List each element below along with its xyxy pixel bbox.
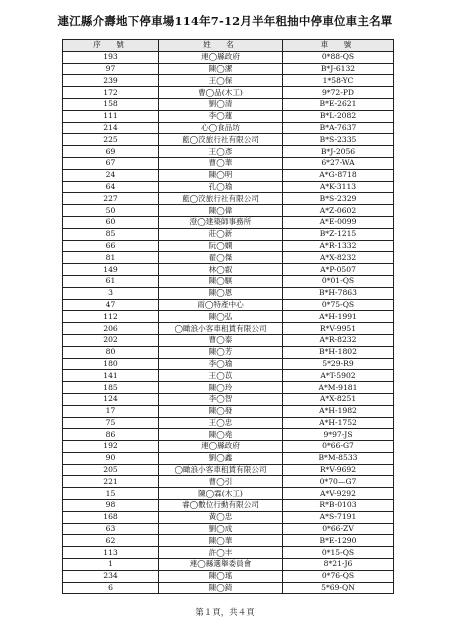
table-row (63, 275, 394, 287)
table-row (63, 228, 394, 240)
cell-name: 李◯瑜 (159, 358, 283, 370)
table-row (63, 240, 394, 252)
table-row (63, 252, 394, 264)
cell-number: 124 (63, 393, 159, 405)
cell-number: 112 (63, 311, 159, 323)
cell-name: 陳◯瑤 (159, 570, 283, 582)
cell-number: 239 (63, 75, 159, 87)
cell-plate: 5*69-QN (283, 582, 394, 594)
table-row (63, 157, 394, 169)
cell-plate: B*Z-1215 (283, 228, 394, 240)
cell-plate: 9*72-PD (283, 87, 394, 99)
table-row (63, 523, 394, 535)
cell-plate: R*B-0103 (283, 500, 394, 512)
table-row (63, 110, 394, 122)
table-row (63, 476, 394, 488)
cell-plate: R*V-9951 (283, 323, 394, 335)
cell-name: 連◯縣政府 (159, 51, 283, 63)
cell-number: 64 (63, 181, 159, 193)
cell-name: 陳◯偉 (159, 205, 283, 217)
cell-plate: 9*97-JS (283, 429, 394, 441)
cell-number: 24 (63, 169, 159, 181)
cell-name: 翟◯傑 (159, 252, 283, 264)
table-row (63, 51, 394, 63)
cell-plate: A*K-3113 (283, 181, 394, 193)
cell-name: 陳◯發 (159, 405, 283, 417)
cell-plate: A*P-0507 (283, 264, 394, 276)
cell-number: 66 (63, 240, 159, 252)
cell-plate: A*T-5902 (283, 370, 394, 382)
cell-number: 50 (63, 205, 159, 217)
cell-name: 黃◯忠 (159, 511, 283, 523)
cell-number: 193 (63, 51, 159, 63)
table-row (63, 334, 394, 346)
table-row (63, 464, 394, 476)
table-row (63, 452, 394, 464)
table-row (63, 323, 394, 335)
cell-name: 李◯蓮 (159, 110, 283, 122)
table-row (63, 441, 394, 453)
table-row (63, 559, 394, 571)
table-row (63, 169, 394, 181)
cell-number: 221 (63, 476, 159, 488)
cell-plate: B*S-2329 (283, 193, 394, 205)
cell-number: 185 (63, 382, 159, 394)
cell-plate: 1*58-YC (283, 75, 394, 87)
cell-plate: B*A-7637 (283, 122, 394, 134)
cell-name: 陳◯恩 (159, 287, 283, 299)
cell-name: 陳◯芳 (159, 346, 283, 358)
cell-name: 陳◯堯 (159, 429, 283, 441)
cell-name: 藍◯洨旅行社有限公司 (159, 134, 283, 146)
cell-plate: 0*66-G7 (283, 441, 394, 453)
table-row (63, 511, 394, 523)
column-header-number: 序 號 (63, 40, 159, 52)
cell-number: 6 (63, 582, 159, 594)
cell-number: 67 (63, 157, 159, 169)
cell-plate: 0*76-QS (283, 570, 394, 582)
table-row (63, 299, 394, 311)
cell-name: 陳◯弘 (159, 311, 283, 323)
cell-number: 192 (63, 441, 159, 453)
cell-number: 47 (63, 299, 159, 311)
cell-name: 陳◯明 (159, 169, 283, 181)
cell-number: 206 (63, 323, 159, 335)
cell-name: 連◯縣政府 (159, 441, 283, 453)
cell-number: 172 (63, 87, 159, 99)
cell-plate: B*M-8533 (283, 452, 394, 464)
table-row (63, 582, 394, 594)
table-row (63, 193, 394, 205)
table-row (63, 98, 394, 110)
cell-name: 睿◯數位行動有限公司 (159, 500, 283, 512)
page-title: 連江縣介壽地下停車場114年7-12月半年租抽中停車位車主名單 (57, 14, 393, 28)
cell-name: 劉◯成 (159, 523, 283, 535)
table-row (63, 216, 394, 228)
cell-name: 王◯苡 (159, 370, 283, 382)
cell-number: 80 (63, 346, 159, 358)
cell-number: 17 (63, 405, 159, 417)
cell-plate: A*H-1982 (283, 405, 394, 417)
cell-number: 63 (63, 523, 159, 535)
cell-number: 15 (63, 488, 159, 500)
cell-name: 曹◯引 (159, 476, 283, 488)
cell-plate: B*H-7863 (283, 287, 394, 299)
table-row (63, 417, 394, 429)
cell-plate: A*E-0099 (283, 216, 394, 228)
cell-plate: A*G-8718 (283, 169, 394, 181)
cell-name: 連◯縣選舉委員會 (159, 559, 283, 571)
cell-number: 86 (63, 429, 159, 441)
cell-plate: 6*27-WA (283, 157, 394, 169)
table-row (63, 358, 394, 370)
cell-number: 1 (63, 559, 159, 571)
cell-number: 81 (63, 252, 159, 264)
cell-name: 澄◯建築師事務所 (159, 216, 283, 228)
cell-plate: B*J-2056 (283, 146, 394, 158)
cell-plate: A*X-8232 (283, 252, 394, 264)
table-row (63, 311, 394, 323)
cell-number: 205 (63, 464, 159, 476)
cell-name: 曹◯華 (159, 157, 283, 169)
cell-number: 225 (63, 134, 159, 146)
cell-number: 149 (63, 264, 159, 276)
cell-plate: B*S-2335 (283, 134, 394, 146)
cell-number: 97 (63, 63, 159, 75)
cell-name: 阮◯嫻 (159, 240, 283, 252)
cell-name: 陳◯潔 (159, 63, 283, 75)
cell-number: 61 (63, 275, 159, 287)
table-row (63, 570, 394, 582)
table-row (63, 87, 394, 99)
cell-plate: 8*21-J6 (283, 559, 394, 571)
cell-name: ◯瞰浪小客車租賃有限公司 (159, 464, 283, 476)
table-row (63, 382, 394, 394)
cell-plate: A*X-8251 (283, 393, 394, 405)
table-row (63, 205, 394, 217)
cell-name: 陳◯華 (159, 535, 283, 547)
cell-name: 心◯食品坊 (159, 122, 283, 134)
cell-plate: B*E-1290 (283, 535, 394, 547)
cell-number: 98 (63, 500, 159, 512)
cell-name: 王◯保 (159, 75, 283, 87)
cell-number: 234 (63, 570, 159, 582)
table-row (63, 547, 394, 559)
cell-name: 曹◯品(木工) (159, 87, 283, 99)
cell-plate: A*R-8232 (283, 334, 394, 346)
table-row (63, 63, 394, 75)
cell-name: 孔◯瑜 (159, 181, 283, 193)
page-footer: 第１頁，共４頁 (195, 608, 255, 618)
cell-number: 158 (63, 98, 159, 110)
cell-number: 214 (63, 122, 159, 134)
table-row (63, 146, 394, 158)
cell-name: 劉◯鑫 (159, 452, 283, 464)
cell-name: 藍◯洨旅行社有限公司 (159, 193, 283, 205)
cell-name: 劉◯清 (159, 98, 283, 110)
cell-plate: 0*66-ZV (283, 523, 394, 535)
cell-plate: A*R-1332 (283, 240, 394, 252)
cell-name: 王◯彥 (159, 146, 283, 158)
cell-number: 168 (63, 511, 159, 523)
cell-number: 113 (63, 547, 159, 559)
cell-number: 62 (63, 535, 159, 547)
cell-name: 李◯智 (159, 393, 283, 405)
cell-number: 3 (63, 287, 159, 299)
cell-name: 陳◯玲 (159, 382, 283, 394)
table-row (63, 535, 394, 547)
cell-name: 陳◯錡 (159, 582, 283, 594)
table-row (63, 393, 394, 405)
cell-name: 曹◯泰 (159, 334, 283, 346)
table-header-row (63, 40, 394, 52)
table-row (63, 75, 394, 87)
cell-plate: 0*75-QS (283, 299, 394, 311)
table-row (63, 287, 394, 299)
cell-number: 227 (63, 193, 159, 205)
table-row (63, 500, 394, 512)
cell-name: ◯瞰浪小客車租賃有限公司 (159, 323, 283, 335)
cell-plate: B*L-2082 (283, 110, 394, 122)
cell-number: 75 (63, 417, 159, 429)
cell-plate: 0*88-QS (283, 51, 394, 63)
cell-plate: 0*15-QS (283, 547, 394, 559)
cell-name: 林◯叡 (159, 264, 283, 276)
column-header-name: 姓 名 (159, 40, 283, 52)
cell-plate: A*H-1752 (283, 417, 394, 429)
cell-name: 許◯丰 (159, 547, 283, 559)
cell-name: 王◯忠 (159, 417, 283, 429)
cell-number: 90 (63, 452, 159, 464)
cell-number: 111 (63, 110, 159, 122)
cell-plate: 5*29-R9 (283, 358, 394, 370)
cell-number: 69 (63, 146, 159, 158)
table-row (63, 488, 394, 500)
cell-plate: A*V-9292 (283, 488, 394, 500)
cell-number: 60 (63, 216, 159, 228)
parking-winner-table (62, 39, 394, 594)
table-row (63, 134, 394, 146)
cell-name: 雨◯特產中心 (159, 299, 283, 311)
table-row (63, 405, 394, 417)
table-row (63, 429, 394, 441)
cell-name: 莊◯新 (159, 228, 283, 240)
cell-number: 85 (63, 228, 159, 240)
cell-plate: A*M-9181 (283, 382, 394, 394)
table-row (63, 370, 394, 382)
cell-number: 202 (63, 334, 159, 346)
cell-plate: B*J-6132 (283, 63, 394, 75)
table-row (63, 264, 394, 276)
cell-plate: A*H-1991 (283, 311, 394, 323)
cell-plate: B*H-1802 (283, 346, 394, 358)
cell-name: 陳◯霖(木工) (159, 488, 283, 500)
cell-number: 180 (63, 358, 159, 370)
cell-plate: R*V-9692 (283, 464, 394, 476)
table-row (63, 181, 394, 193)
cell-plate: 0*70—G7 (283, 476, 394, 488)
cell-plate: A*S-7191 (283, 511, 394, 523)
column-header-plate: 車 號 (283, 40, 394, 52)
table-row (63, 346, 394, 358)
cell-plate: A*Z-0602 (283, 205, 394, 217)
table-row (63, 122, 394, 134)
cell-name: 陳◯騏 (159, 275, 283, 287)
cell-plate: B*E-2621 (283, 98, 394, 110)
cell-number: 141 (63, 370, 159, 382)
cell-plate: 0*01-QS (283, 275, 394, 287)
